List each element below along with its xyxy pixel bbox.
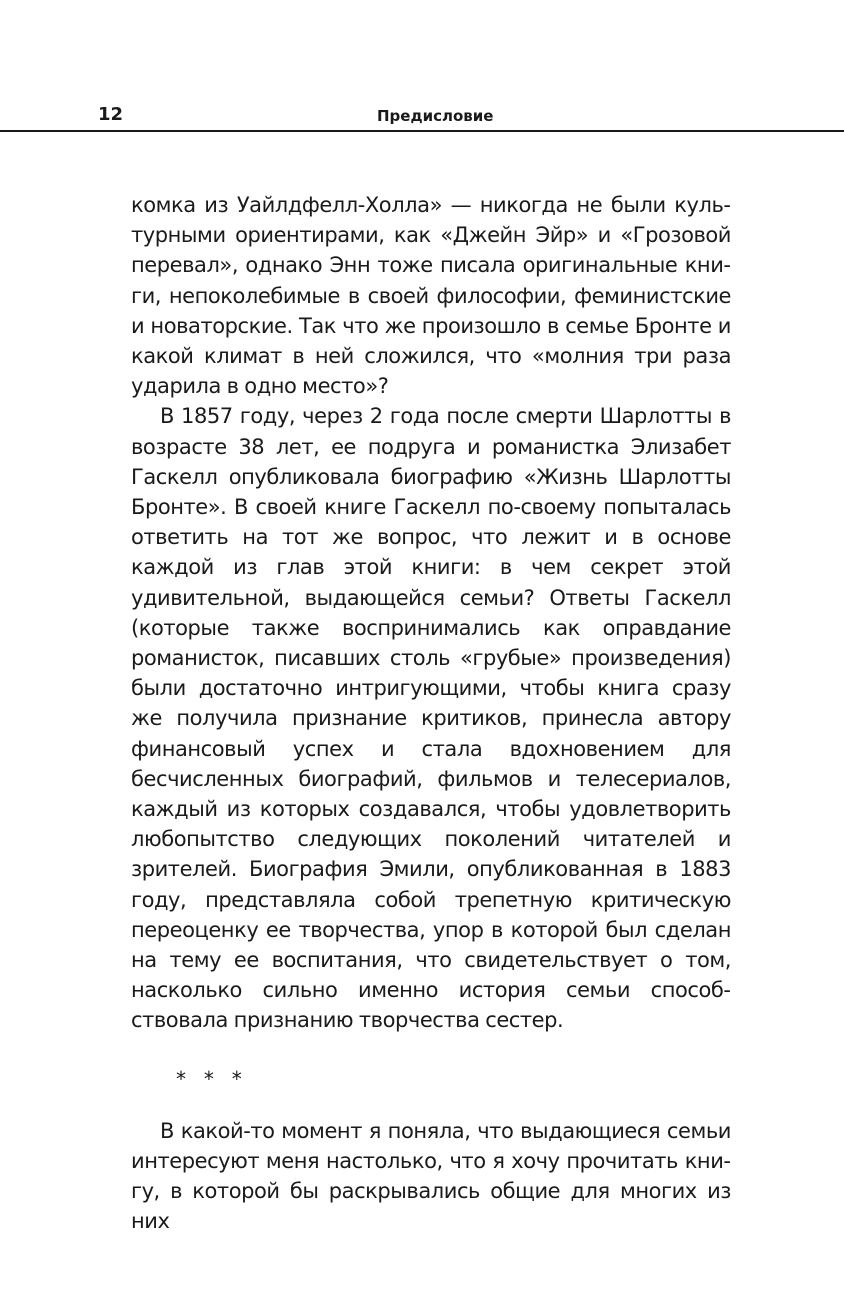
main-text xyxy=(131,190,731,1237)
section-separator: * * * xyxy=(176,1066,248,1091)
page-number: 12 xyxy=(98,104,124,125)
paragraph-gaskell: В 1857 году, через 2 года после смерти Шарлотты в возрасте 38 лет, ее подруга и романистка Элизабет Гаскелл опубликовала биографию «Жизнь Шарлотты Бронте». В своей книге Гаскелл по-своему попыталась ответить на тот же вопрос, что лежит и в основе каждой из глав этой книги: в чем секрет этой удивительной, выдающейся семьи? Ответы Гаскелл (которые также воспринимались как оправдание романисток, писавших столь «грубые» произведения) были достаточно интригующими, чтобы книга сразу же получила признание критиков, принесла автору финансовый успех и стала вдохновением для бесчисленных биографий, фильмов и телесериалов, каждый из которых создавался, чтобы удовлетворить любопытство следующих поколений читателей и зрителей. Биография Эмили, опубликованная в 1883 году, представляла собой трепетную критическую переоценку ее творчества, упор в которой был сделан на тему ее воспитания, что свидетельствует о том, насколько сильно именно история семьи способствовала признанию творчества сестер. xyxy=(131,404,731,1033)
running-header xyxy=(0,100,844,132)
paragraph-continued: комка из Уайлдфелл-Холла» — никогда не были культурными ориентирами, как «Джейн Эйр» и «Грозовой перевал», однако Энн тоже писала оригинальные книги, непоколебимые в своей философии, феминистские и новаторские. Так что же произошло в семье Бронте и какой климат в ней сложился, что «молния три раза ударила в одно место»? xyxy=(131,193,731,399)
paragraph-closing: В какой-то момент я поняла, что выдающиеся семьи интересуют меня настолько, что я хочу прочитать книгу, в которой бы раскрывались общие для многих из них xyxy=(131,1118,731,1234)
section-title: Предисловие xyxy=(377,107,494,125)
